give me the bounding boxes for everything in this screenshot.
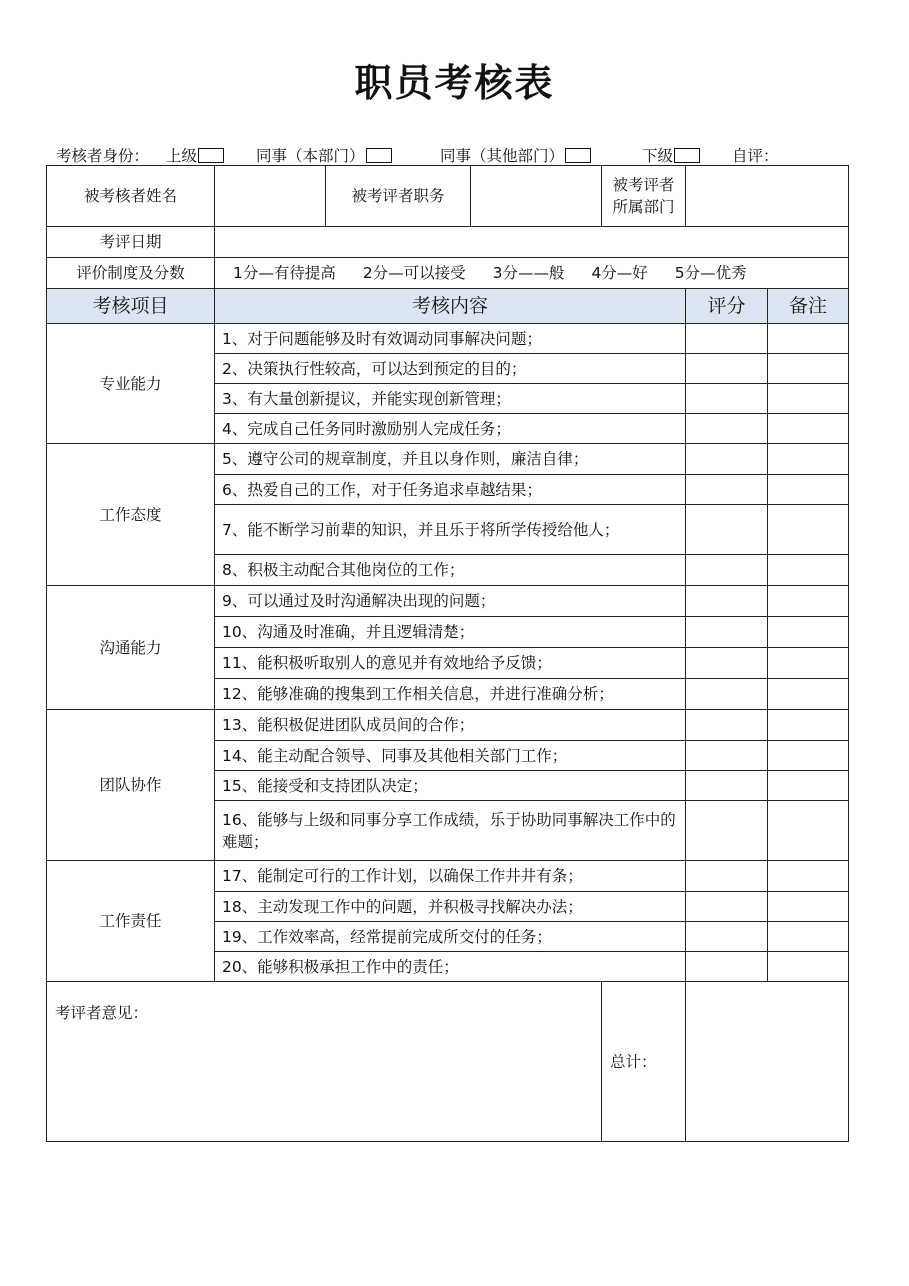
criterion-text: 18、主动发现工作中的问题，并积极寻找解决办法； — [215, 892, 686, 922]
table-row — [47, 586, 849, 617]
criterion-text: 4、完成自己任务同时激励别人完成任务； — [215, 414, 686, 444]
criterion-text: 10、沟通及时准确，并且逻辑清楚； — [215, 617, 686, 648]
score-input[interactable] — [686, 617, 768, 648]
remark-input[interactable] — [768, 414, 849, 444]
remark-input[interactable] — [768, 444, 849, 475]
remark-input[interactable] — [768, 922, 849, 952]
option-superior[interactable]: 上级 — [166, 144, 224, 166]
criterion-text: 14、能主动配合领导、同事及其他相关部门工作； — [215, 741, 686, 771]
category-name: 团队协作 — [47, 710, 215, 861]
form-title: 职员考核表 — [354, 60, 555, 105]
option-colleague-same-dept[interactable]: 同事（本部门） — [256, 144, 392, 166]
category-name: 专业能力 — [47, 324, 215, 444]
remark-input[interactable] — [768, 354, 849, 384]
criterion-text: 20、能够积极承担工作中的责任； — [215, 952, 686, 982]
scale-5: 5分—优秀 — [674, 264, 747, 282]
criterion-text: 11、能积极听取别人的意见并有效地给予反馈； — [215, 648, 686, 679]
department-label: 被考评者所属部门 — [602, 166, 686, 227]
score-input[interactable] — [686, 505, 768, 555]
score-input[interactable] — [686, 414, 768, 444]
info-row — [47, 166, 849, 227]
remark-input[interactable] — [768, 324, 849, 354]
opinion-field[interactable] — [47, 982, 602, 1142]
date-row — [47, 227, 849, 258]
criterion-text: 9、可以通过及时沟通解决出现的问题； — [215, 586, 686, 617]
criterion-text: 2、决策执行性较高，可以达到预定的目的； — [215, 354, 686, 384]
criterion-text: 1、对于问题能够及时有效调动同事解决问题； — [215, 324, 686, 354]
score-input[interactable] — [686, 648, 768, 679]
category-name: 工作责任 — [47, 861, 215, 982]
score-input[interactable] — [686, 555, 768, 586]
table-row — [47, 444, 849, 475]
remark-input[interactable] — [768, 741, 849, 771]
table-row — [47, 861, 849, 892]
position-label: 被考评者职务 — [326, 166, 471, 227]
criterion-text: 3、有大量创新提议，并能实现创新管理； — [215, 384, 686, 414]
score-input[interactable] — [686, 892, 768, 922]
colleague-other-checkbox[interactable] — [565, 148, 591, 163]
table-row — [47, 710, 849, 741]
date-input[interactable] — [215, 227, 849, 258]
remark-input[interactable] — [768, 710, 849, 741]
remark-input[interactable] — [768, 771, 849, 801]
header-content: 考核内容 — [215, 289, 686, 324]
evaluation-table — [46, 165, 849, 1142]
category-name: 工作态度 — [47, 444, 215, 586]
scale-row — [47, 258, 849, 289]
score-input[interactable] — [686, 354, 768, 384]
score-input[interactable] — [686, 801, 768, 861]
criterion-text: 15、能接受和支持团队决定； — [215, 771, 686, 801]
name-label: 被考核者姓名 — [47, 166, 215, 227]
table-header-row — [47, 289, 849, 324]
subordinate-checkbox[interactable] — [674, 148, 700, 163]
category-name: 沟通能力 — [47, 586, 215, 710]
total-value-field[interactable] — [686, 982, 849, 1142]
remark-input[interactable] — [768, 892, 849, 922]
scale-label: 评价制度及分数 — [47, 258, 215, 289]
score-input[interactable] — [686, 586, 768, 617]
scale-values — [215, 258, 849, 289]
table-row — [47, 324, 849, 354]
scale-2: 2分—可以接受 — [362, 264, 466, 282]
header-score: 评分 — [686, 289, 768, 324]
criterion-text: 17、能制定可行的工作计划，以确保工作井井有条； — [215, 861, 686, 892]
footer-row-top — [47, 982, 849, 1062]
option-colleague-other-dept[interactable]: 同事（其他部门） — [440, 144, 591, 166]
date-label: 考评日期 — [47, 227, 215, 258]
option-subordinate[interactable]: 下级 — [642, 144, 700, 166]
scale-1: 1分—有待提高 — [233, 264, 336, 282]
header-item: 考核项目 — [47, 289, 215, 324]
remark-input[interactable] — [768, 475, 849, 505]
scale-4: 4分—好 — [591, 264, 648, 282]
total-label-cell — [602, 982, 686, 1142]
criterion-text: 12、能够准确的搜集到工作相关信息，并进行准确分析； — [215, 679, 686, 710]
score-input[interactable] — [686, 771, 768, 801]
criterion-text: 16、能够与上级和同事分享工作成绩，乐于协助同事解决工作中的难题； — [215, 801, 686, 861]
score-input[interactable] — [686, 475, 768, 505]
criterion-text: 13、能积极促进团队成员间的合作； — [215, 710, 686, 741]
position-input[interactable] — [471, 166, 602, 227]
header-remark: 备注 — [768, 289, 849, 324]
superior-checkbox[interactable] — [198, 148, 224, 163]
evaluator-identity-label: 考核者身份： — [56, 147, 150, 165]
colleague-same-checkbox[interactable] — [366, 148, 392, 163]
remark-input[interactable] — [768, 861, 849, 892]
remark-input[interactable] — [768, 384, 849, 414]
criteria-body — [47, 324, 849, 982]
remark-input[interactable] — [768, 617, 849, 648]
remark-input[interactable] — [768, 648, 849, 679]
remark-input[interactable] — [768, 555, 849, 586]
criterion-text: 19、工作效率高，经常提前完成所交付的任务； — [215, 922, 686, 952]
score-input[interactable] — [686, 679, 768, 710]
criterion-text: 8、积极主动配合其他岗位的工作； — [215, 555, 686, 586]
department-input[interactable] — [686, 166, 849, 227]
opinion-label: 考评者意见： — [55, 1004, 149, 1022]
score-input[interactable] — [686, 444, 768, 475]
name-input[interactable] — [215, 166, 326, 227]
score-input[interactable] — [686, 861, 768, 892]
criterion-text: 7、能不断学习前辈的知识，并且乐于将所学传授给他人； — [215, 505, 686, 555]
remark-input[interactable] — [768, 952, 849, 982]
score-input[interactable] — [686, 922, 768, 952]
remark-input[interactable] — [768, 586, 849, 617]
criterion-text: 6、热爱自己的工作，对于任务追求卓越结果； — [215, 475, 686, 505]
score-input[interactable] — [686, 324, 768, 354]
score-input[interactable] — [686, 952, 768, 982]
remark-input[interactable] — [768, 801, 849, 861]
remark-input[interactable] — [768, 505, 849, 555]
score-input[interactable] — [686, 710, 768, 741]
criterion-text: 5、遵守公司的规章制度，并且以身作则，廉洁自律； — [215, 444, 686, 475]
total-label: 总计： — [610, 1052, 657, 1071]
score-input[interactable] — [686, 384, 768, 414]
scale-3: 3分——般 — [492, 264, 565, 282]
remark-input[interactable] — [768, 679, 849, 710]
score-input[interactable] — [686, 741, 768, 771]
option-self[interactable]: 自评： — [732, 147, 779, 165]
